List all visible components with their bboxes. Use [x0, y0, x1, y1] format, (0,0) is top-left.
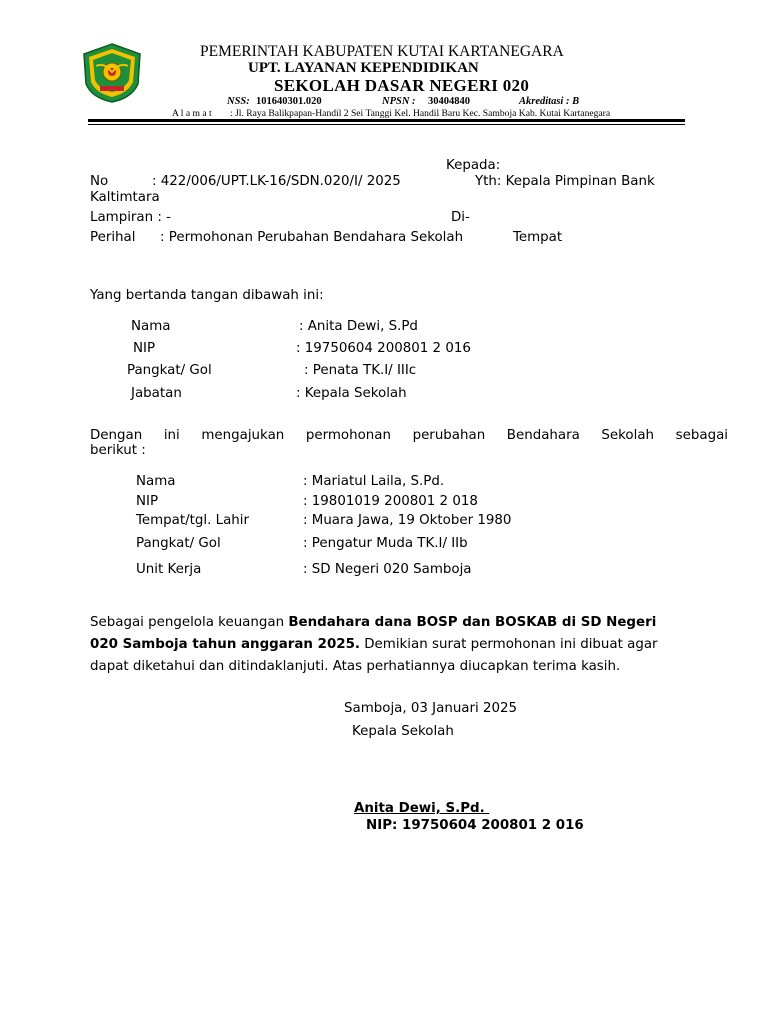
- signer-nip: NIP: 19750604 200801 2 016: [366, 818, 584, 833]
- nss-label: NSS:: [227, 96, 250, 107]
- address-value: : Jl. Raya Balikpapan-Handil 2 Sei Tanggi Kel. Handil Baru Kec. Samboja Kab. Kutai Kartanegara: [230, 108, 611, 119]
- recipient-di: Di-: [451, 210, 470, 225]
- candidate-birth-label: Tempat/tgl. Lahir: [136, 513, 250, 528]
- npsn-value: 30404840: [428, 96, 470, 107]
- signer-position-value: : Kepala Sekolah: [296, 386, 407, 401]
- intro-text: Yang bertanda tangan dibawah ini:: [90, 288, 324, 303]
- signer-nip-label: NIP: [133, 341, 156, 356]
- candidate-rank-label: Pangkat/ Gol: [136, 536, 221, 551]
- letterhead-divider-thin: [88, 124, 685, 125]
- signer-position-title: Kepala Sekolah: [352, 724, 454, 739]
- closing-line-1: [90, 615, 656, 630]
- closing-line-2: [90, 637, 658, 652]
- place-date: Samboja, 03 Januari 2025: [344, 701, 518, 716]
- npsn-label: NPSN :: [382, 96, 416, 107]
- signer-rank-value: : Penata TK.I/ IIIc: [304, 363, 417, 378]
- school-name: SEKOLAH DASAR NEGERI 020: [274, 76, 530, 95]
- signer-name-value: : Anita Dewi, S.Pd: [299, 319, 418, 334]
- government-name: PEMERINTAH KABUPATEN KUTAI KARTANEGARA: [200, 43, 564, 60]
- candidate-unit-value: : SD Negeri 020 Samboja: [303, 562, 472, 577]
- subject-value: : Permohonan Perubahan Bendahara Sekolah: [160, 230, 464, 245]
- closing-line-2-bold: 020 Samboja tahun anggaran 2025.: [90, 637, 360, 652]
- candidate-name-label: Nama: [136, 474, 176, 489]
- recipient-heading: Kepada:: [446, 158, 501, 173]
- number-value: : 422/006/UPT.LK-16/SDN.020/I/ 2025: [152, 174, 401, 189]
- closing-line-3: dapat diketahui dan ditindaklanjuti. Atas perhatiannya diucapkan terima kasih.: [90, 659, 621, 674]
- candidate-unit-label: Unit Kerja: [136, 562, 202, 577]
- signer-name-label: Nama: [131, 319, 171, 334]
- recipient-place: Tempat: [513, 230, 563, 245]
- akreditasi: Akreditasi : B: [519, 96, 580, 107]
- candidate-rank-value: : Pengatur Muda TK.I/ IIb: [303, 536, 468, 551]
- signer-nip-value: : 19750604 200801 2 016: [296, 341, 471, 356]
- recipient-line-2: Kaltimtara: [90, 190, 160, 205]
- candidate-name-value: : Mariatul Laila, S.Pd.: [303, 474, 445, 489]
- unit-name: UPT. LAYANAN KEPENDIDIKAN: [248, 60, 479, 76]
- subject-label: Perihal: [90, 230, 136, 245]
- candidate-birth-value: : Muara Jawa, 19 Oktober 1980: [303, 513, 512, 528]
- signer-position-label: Jabatan: [131, 386, 182, 401]
- kutai-kartanegara-emblem-icon: [80, 42, 144, 104]
- letterhead-divider-thick: [88, 119, 685, 122]
- recipient-line-1: Yth: Kepala Pimpinan Bank: [475, 174, 655, 189]
- nss-value: 101640301.020: [256, 96, 322, 107]
- closing-line-1-bold: Bendahara dana BOSP dan BOSKAB di SD Negeri: [288, 615, 657, 630]
- request-text-line-2: berikut :: [90, 443, 146, 458]
- signer-name: Anita Dewi, S.Pd.: [354, 801, 490, 816]
- closing-line-1-text: Sebagai pengelola keuangan: [90, 615, 289, 630]
- address-label: A l a m a t: [172, 108, 212, 119]
- request-text-line-1: Dengan ini mengajukan permohonan perubahan Bendahara Sekolah sebagai: [90, 428, 728, 443]
- candidate-nip-value: : 19801019 200801 2 018: [303, 494, 478, 509]
- candidate-nip-label: NIP: [136, 494, 159, 509]
- signer-rank-label: Pangkat/ Gol: [127, 363, 212, 378]
- attachment-line: Lampiran : -: [90, 210, 171, 225]
- number-label: No: [90, 174, 109, 189]
- closing-line-2-text: Demikian surat permohonan ini dibuat agar: [359, 637, 658, 652]
